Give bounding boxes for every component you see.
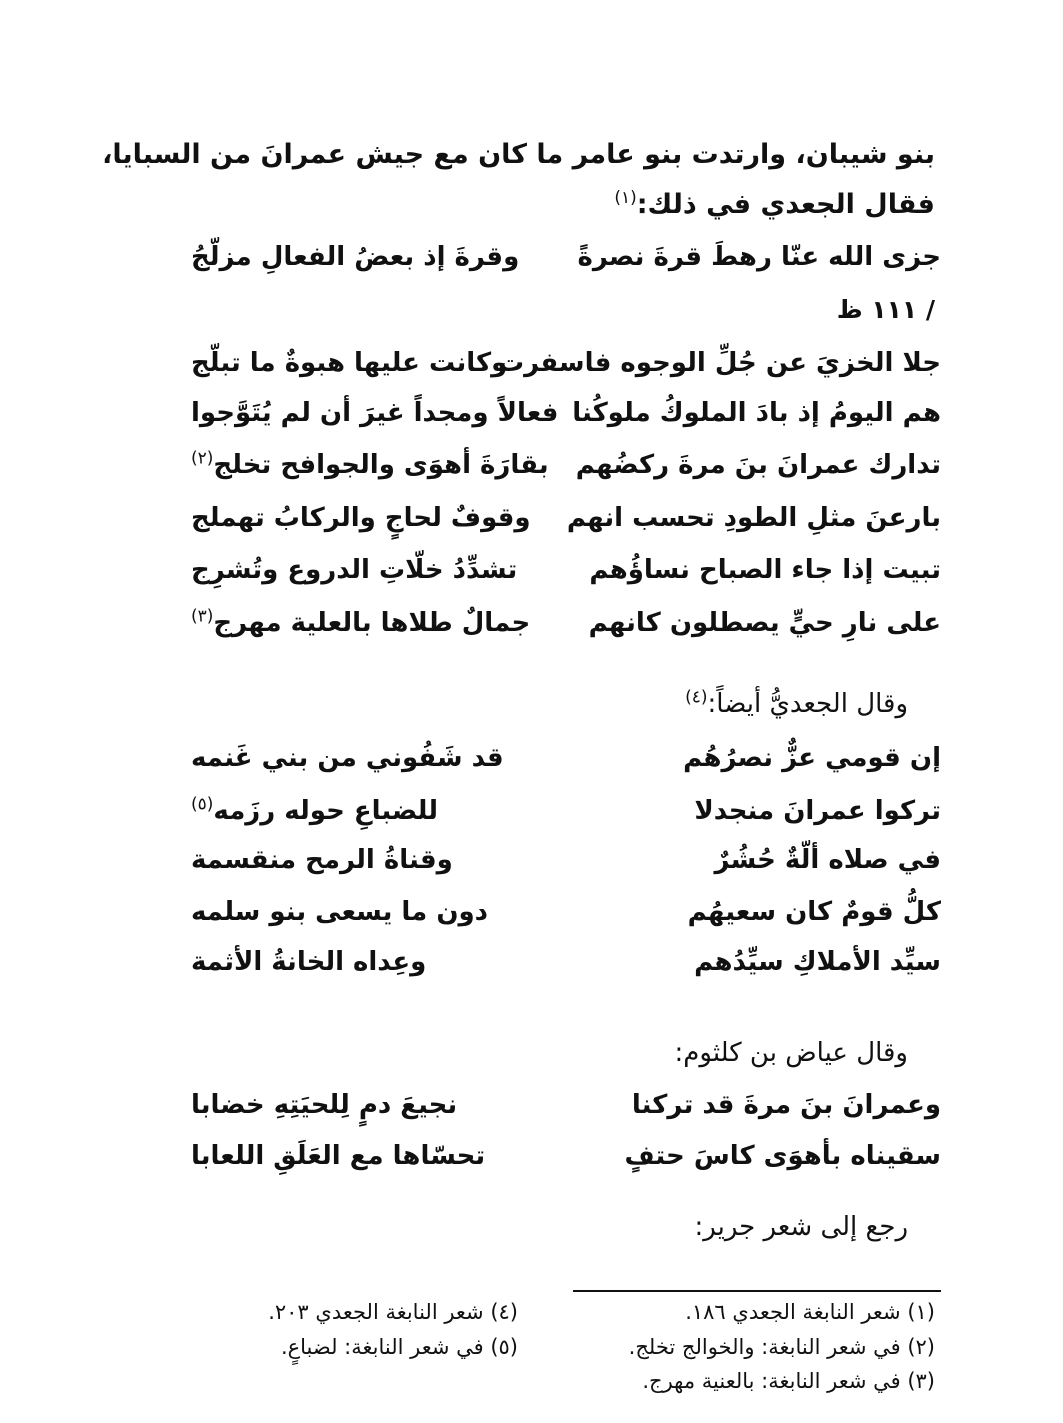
poem1-verse-7-second-hemistich [191,598,530,648]
poem3-heading: وقال عياض بن كلثوم: [674,1038,908,1068]
poem3-verse-2 [191,1131,941,1181]
poem2-verse-2 [191,786,941,836]
poem2-verse-3 [191,835,941,885]
poem1-verse-7-second-text: جمالٌ طلاها بالعلية مهرج [213,608,531,638]
footnote-divider [573,1290,941,1292]
poem1-verse-6-first-hemistich: تبيت إذا جاء الصباح نساؤُهم [589,555,941,585]
folio-marker: / ١١١ ظ [836,295,935,324]
poem2-verse-2-second-hemistich [191,786,438,836]
poem1-verse-6 [191,545,941,595]
poem1-verse-4-second-text: بقارَةَ أهوَى والجوافح تخلج [213,450,549,480]
poem3-verse-2-first-hemistich: سقيناه بأهوَى كاسَ حتفٍ [624,1141,941,1171]
prose-line-2-text: فقال الجعدي في ذلك: [636,189,935,220]
poem1-verse-2 [191,338,941,388]
footnote-ref-1: (١) [614,188,637,208]
poem2-heading-text: وقال الجعديُّ أيضاً: [707,689,908,719]
poem3-verse-1 [191,1080,941,1130]
poem2-verse-3-second-hemistich: وقناةُ الرمح منقسمة [191,845,453,875]
poem2-heading [685,684,908,724]
poem2-verse-1 [191,733,941,783]
poem3-verse-2-second-hemistich: تحسّاها مع العَلَقِ اللعابا [191,1141,486,1171]
closing-line: رجع إلى شعر جرير: [694,1212,908,1242]
poem1-verse-7 [191,598,941,648]
footnote-3: (٣) في شعر النابغة: بالعنية مهرج. [642,1369,935,1393]
poem2-verse-2-second-text: للضباعِ حوله رزَمه [213,796,439,826]
poem1-verse-3-second-hemistich: فعالاً ومجداً غيرَ أن لم يُتَوَّجوا [191,398,559,428]
poem1-verse-6-second-hemistich: تشدِّدُ خلّاتِ الدروع وتُشرِج [191,555,518,585]
poem1-verse-7-first-hemistich: على نارِ حيٍّ يصطلون كانهم [588,608,941,638]
poem2-verse-1-first-hemistich: إن قومي عزٌّ نصرُهُم [683,743,941,773]
poem1-verse-2-first-hemistich: جلا الخزيَ عن جُلِّ الوجوه فاسفرت [498,348,941,378]
footnote-4: (٤) شعر النابغة الجعدي ٢٠٣. [268,1300,518,1324]
footnote-ref-3: (٣) [191,606,214,627]
poem1-verse-4-first-hemistich: تدارك عمرانَ بنَ مرةَ ركضُهم [575,450,941,480]
poem2-verse-5 [191,937,941,987]
poem1-verse-4 [191,440,941,490]
footnote-ref-4: (٤) [685,687,708,708]
footnote-1: (١) شعر النابغة الجعدي ١٨٦. [685,1300,935,1324]
poem2-verse-3-first-hemistich: في صلاه ألّةٌ حُشُرٌ [714,845,941,875]
poem1-verse-3-first-hemistich: هم اليومُ إذ بادَ الملوكُ ملوكُنا [572,398,941,428]
footnote-ref-2: (٢) [191,448,214,469]
poem2-verse-1-second-hemistich: قد شَفُوني من بني غَنمه [191,743,504,773]
poem1-verse-4-second-hemistich [191,440,549,490]
footnote-2: (٢) في شعر النابغة: والخوالج تخلج. [628,1335,935,1359]
prose-line-2 [175,185,935,225]
poem2-verse-4-first-hemistich: كلُّ قومٌ كان سعيهُم [687,897,941,927]
poem3-verse-1-first-hemistich: وعمرانَ بنَ مرةَ قد تركنا [631,1090,941,1120]
poem3-verse-1-second-hemistich: نجيعَ دمٍ لِلحيَتِهِ خضابا [191,1090,458,1120]
footnote-5: (٥) في شعر النابغة: لضباعٍ. [280,1335,518,1359]
footnote-ref-5: (٥) [191,794,214,815]
poem2-verse-4-second-hemistich: دون ما يسعى بنو سلمه [191,897,489,927]
poem1-verse-3 [191,388,941,438]
poem1-verse-2-second-hemistich: وكانت عليها هبوةٌ ما تبلّج [191,348,508,378]
poem2-verse-5-first-hemistich: سيِّد الأملاكِ سيِّدُهم [694,947,941,977]
poem1-verse-5-second-hemistich: وقوفٌ لحاجٍ والركابُ تهملج [191,503,531,533]
poem2-verse-2-first-hemistich: تركوا عمرانَ منجدلا [694,796,941,826]
poem1-verse-1-second-hemistich: وقرةَ إذ بعضُ الفعالِ مزلّجُ [191,242,520,272]
poem1-verse-1-first-hemistich: جزى الله عنّا رهطَ قرةَ نصرةً [577,242,941,272]
poem1-verse-5-first-hemistich: بارعنَ مثلِ الطودِ تحسب انهم [566,503,941,533]
prose-line-1: بنو شيبان، وارتدت بنو عامر ما كان مع جيش عمرانَ من السبايا، [102,139,935,170]
poem2-verse-4 [191,887,941,937]
poem1-verse-5 [191,493,941,543]
poem1-verse-1 [191,232,941,282]
poem2-verse-5-second-hemistich: وعِداه الخانةُ الأثمة [191,947,427,977]
